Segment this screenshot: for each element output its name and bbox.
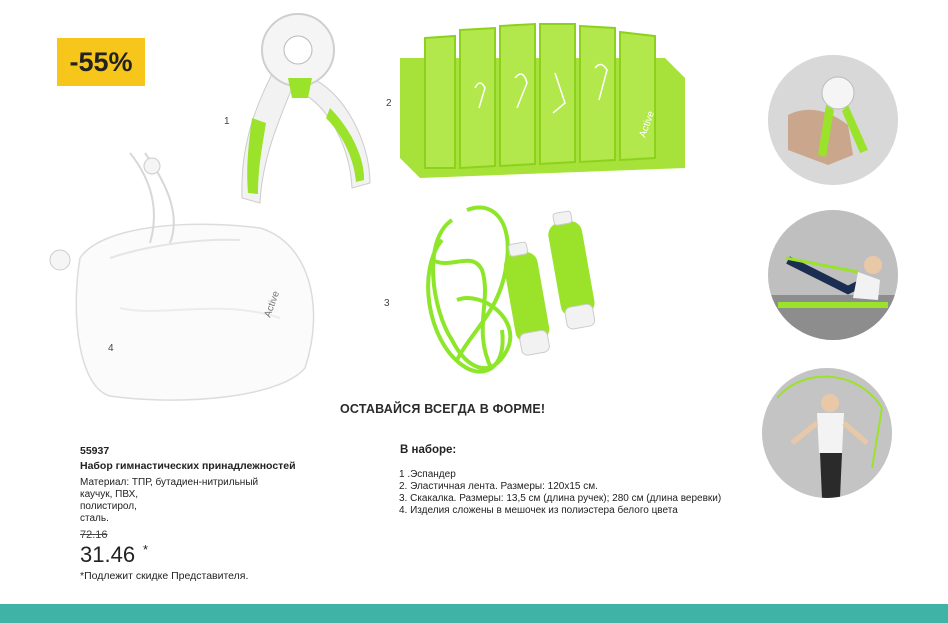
hand-grip-photo [768, 55, 898, 185]
footer-bar [0, 604, 948, 623]
item-number-1: 1 [224, 116, 230, 127]
material-line: сталь. [80, 513, 109, 524]
list-item: 2. Эластичная лента. Размеры: 120х15 см. [399, 481, 598, 492]
jump-rope-image [412, 200, 647, 395]
price-asterisk: * [143, 542, 149, 557]
material-line: полистирол, [80, 501, 137, 512]
current-price: 31.46 [80, 542, 136, 567]
list-item: 3. Скакалка. Размеры: 13,5 см (длина ручек); 280 см (длина веревки) [399, 493, 722, 504]
discount-badge: -55% [57, 38, 145, 86]
pouch-image [40, 148, 330, 408]
material-line: Материал: ТПР, бутадиен-нитрильный [80, 477, 259, 488]
slogan: ОСТАВАЙСЯ ВСЕГДА В ФОРМЕ! [340, 402, 546, 416]
elastic-band-image [395, 18, 695, 188]
old-price: 72.16 [80, 529, 108, 541]
set-contents-list [399, 469, 721, 517]
band-brand-logo: Active [637, 109, 658, 140]
elastic-band-photo [768, 210, 898, 340]
list-item: 4. Изделия сложены в мешочек из полиэстера белого цвета [399, 505, 678, 516]
item-number-3: 3 [384, 298, 390, 309]
set-contents-title: В наборе: [400, 444, 457, 456]
pouch-brand-logo: Active [262, 289, 283, 320]
item-number-4: 4 [108, 343, 114, 354]
product-material [80, 477, 300, 525]
list-item: 1 .Эспандер [399, 469, 456, 480]
item-number-2: 2 [386, 98, 392, 109]
product-name: Набор гимнастических принадлежностей [80, 460, 296, 472]
product-code: 55937 [80, 445, 110, 457]
material-line: каучук, ПВХ, [80, 489, 139, 500]
discount-note: *Подлежит скидке Представителя. [80, 570, 249, 582]
jump-rope-photo [762, 368, 892, 498]
